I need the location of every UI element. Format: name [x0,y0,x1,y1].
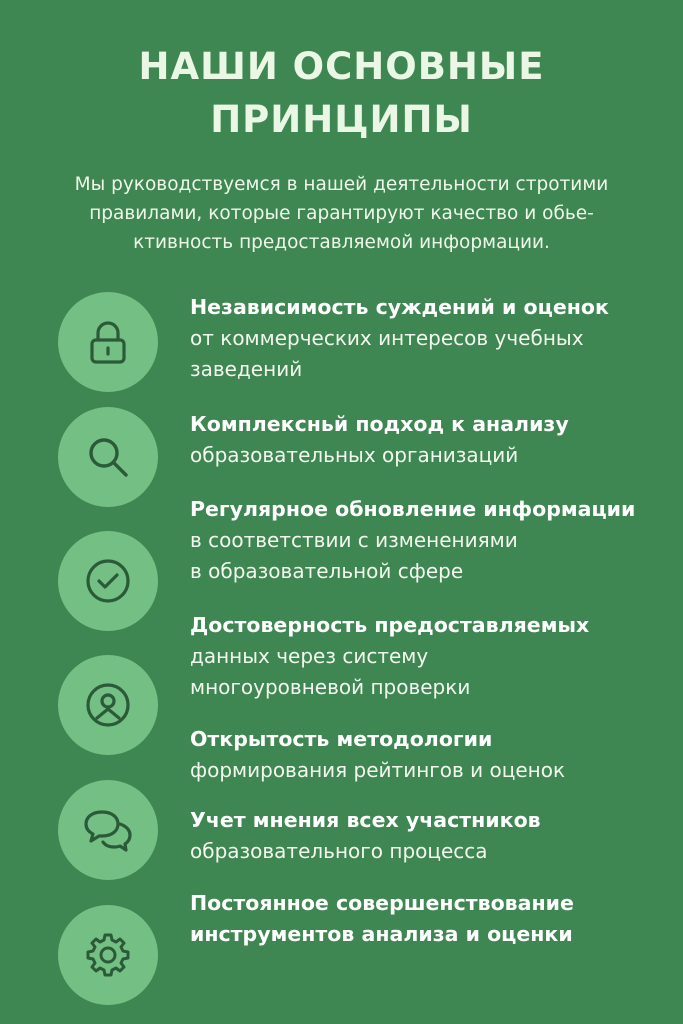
principle-item [190,292,670,385]
gear-icon [80,927,136,983]
chat-bubbles-icon [80,802,136,858]
principle-text: образовательного процесса [190,839,488,863]
user-icon-circle [58,655,158,755]
principle-heading: Учет мнения всех участников [190,808,541,832]
gear-icon-circle [58,905,158,1005]
principle-text: многоуровневой проверки [190,675,471,699]
principle-heading: Открытость методологии [190,727,493,751]
principle-text: в образовательной сфере [190,559,464,583]
principle-item [190,494,670,587]
principle-text: от коммерческих интересов учебных [190,326,584,350]
intro-line-3: ктивность предоставляемой информации. [133,232,550,253]
checkmark-icon [80,553,136,609]
page-title-line-1: НАШИ ОСНОВНЫЕ [138,45,545,88]
lock-icon-circle [58,292,158,392]
page-title-line-2: ПРИНЦИПЫ [210,98,473,141]
principle-heading: Независимость суждений и оценок [190,295,609,319]
lock-icon [80,314,136,370]
principle-item [190,409,670,471]
principle-item [190,724,670,786]
principle-heading: Постоянное совершенствование [190,891,574,915]
principle-text: образовательных организаций [190,443,519,467]
magnifier-icon [80,429,136,485]
principle-item [190,805,670,867]
principle-heading-line-2: инструментов анализа и оценки [190,922,573,946]
principle-text: в соответствии с изменениями [190,528,518,552]
checkmark-icon-circle [58,531,158,631]
principle-text: данных через систему [190,644,429,668]
magnifier-icon-circle [58,407,158,507]
principle-item [190,888,670,950]
principle-heading: Достоверность предоставляемых [190,613,590,637]
intro-line-1: Мы руководствуемся в нашей деятельности стротими [74,174,609,195]
page-title [0,40,683,146]
principle-heading: Комплексньй подход к анализу [190,412,569,436]
intro-line-2: правилами, которые гарантируют качество и обье- [89,203,594,224]
principle-text: заведений [190,357,303,381]
principle-text: формирования рейтингов и оценок [190,758,566,782]
principle-heading: Регулярное обновление информации [190,497,636,521]
user-icon [80,677,136,733]
principle-item [190,610,670,703]
intro-paragraph [40,170,643,257]
chat-bubbles-icon-circle [58,780,158,880]
